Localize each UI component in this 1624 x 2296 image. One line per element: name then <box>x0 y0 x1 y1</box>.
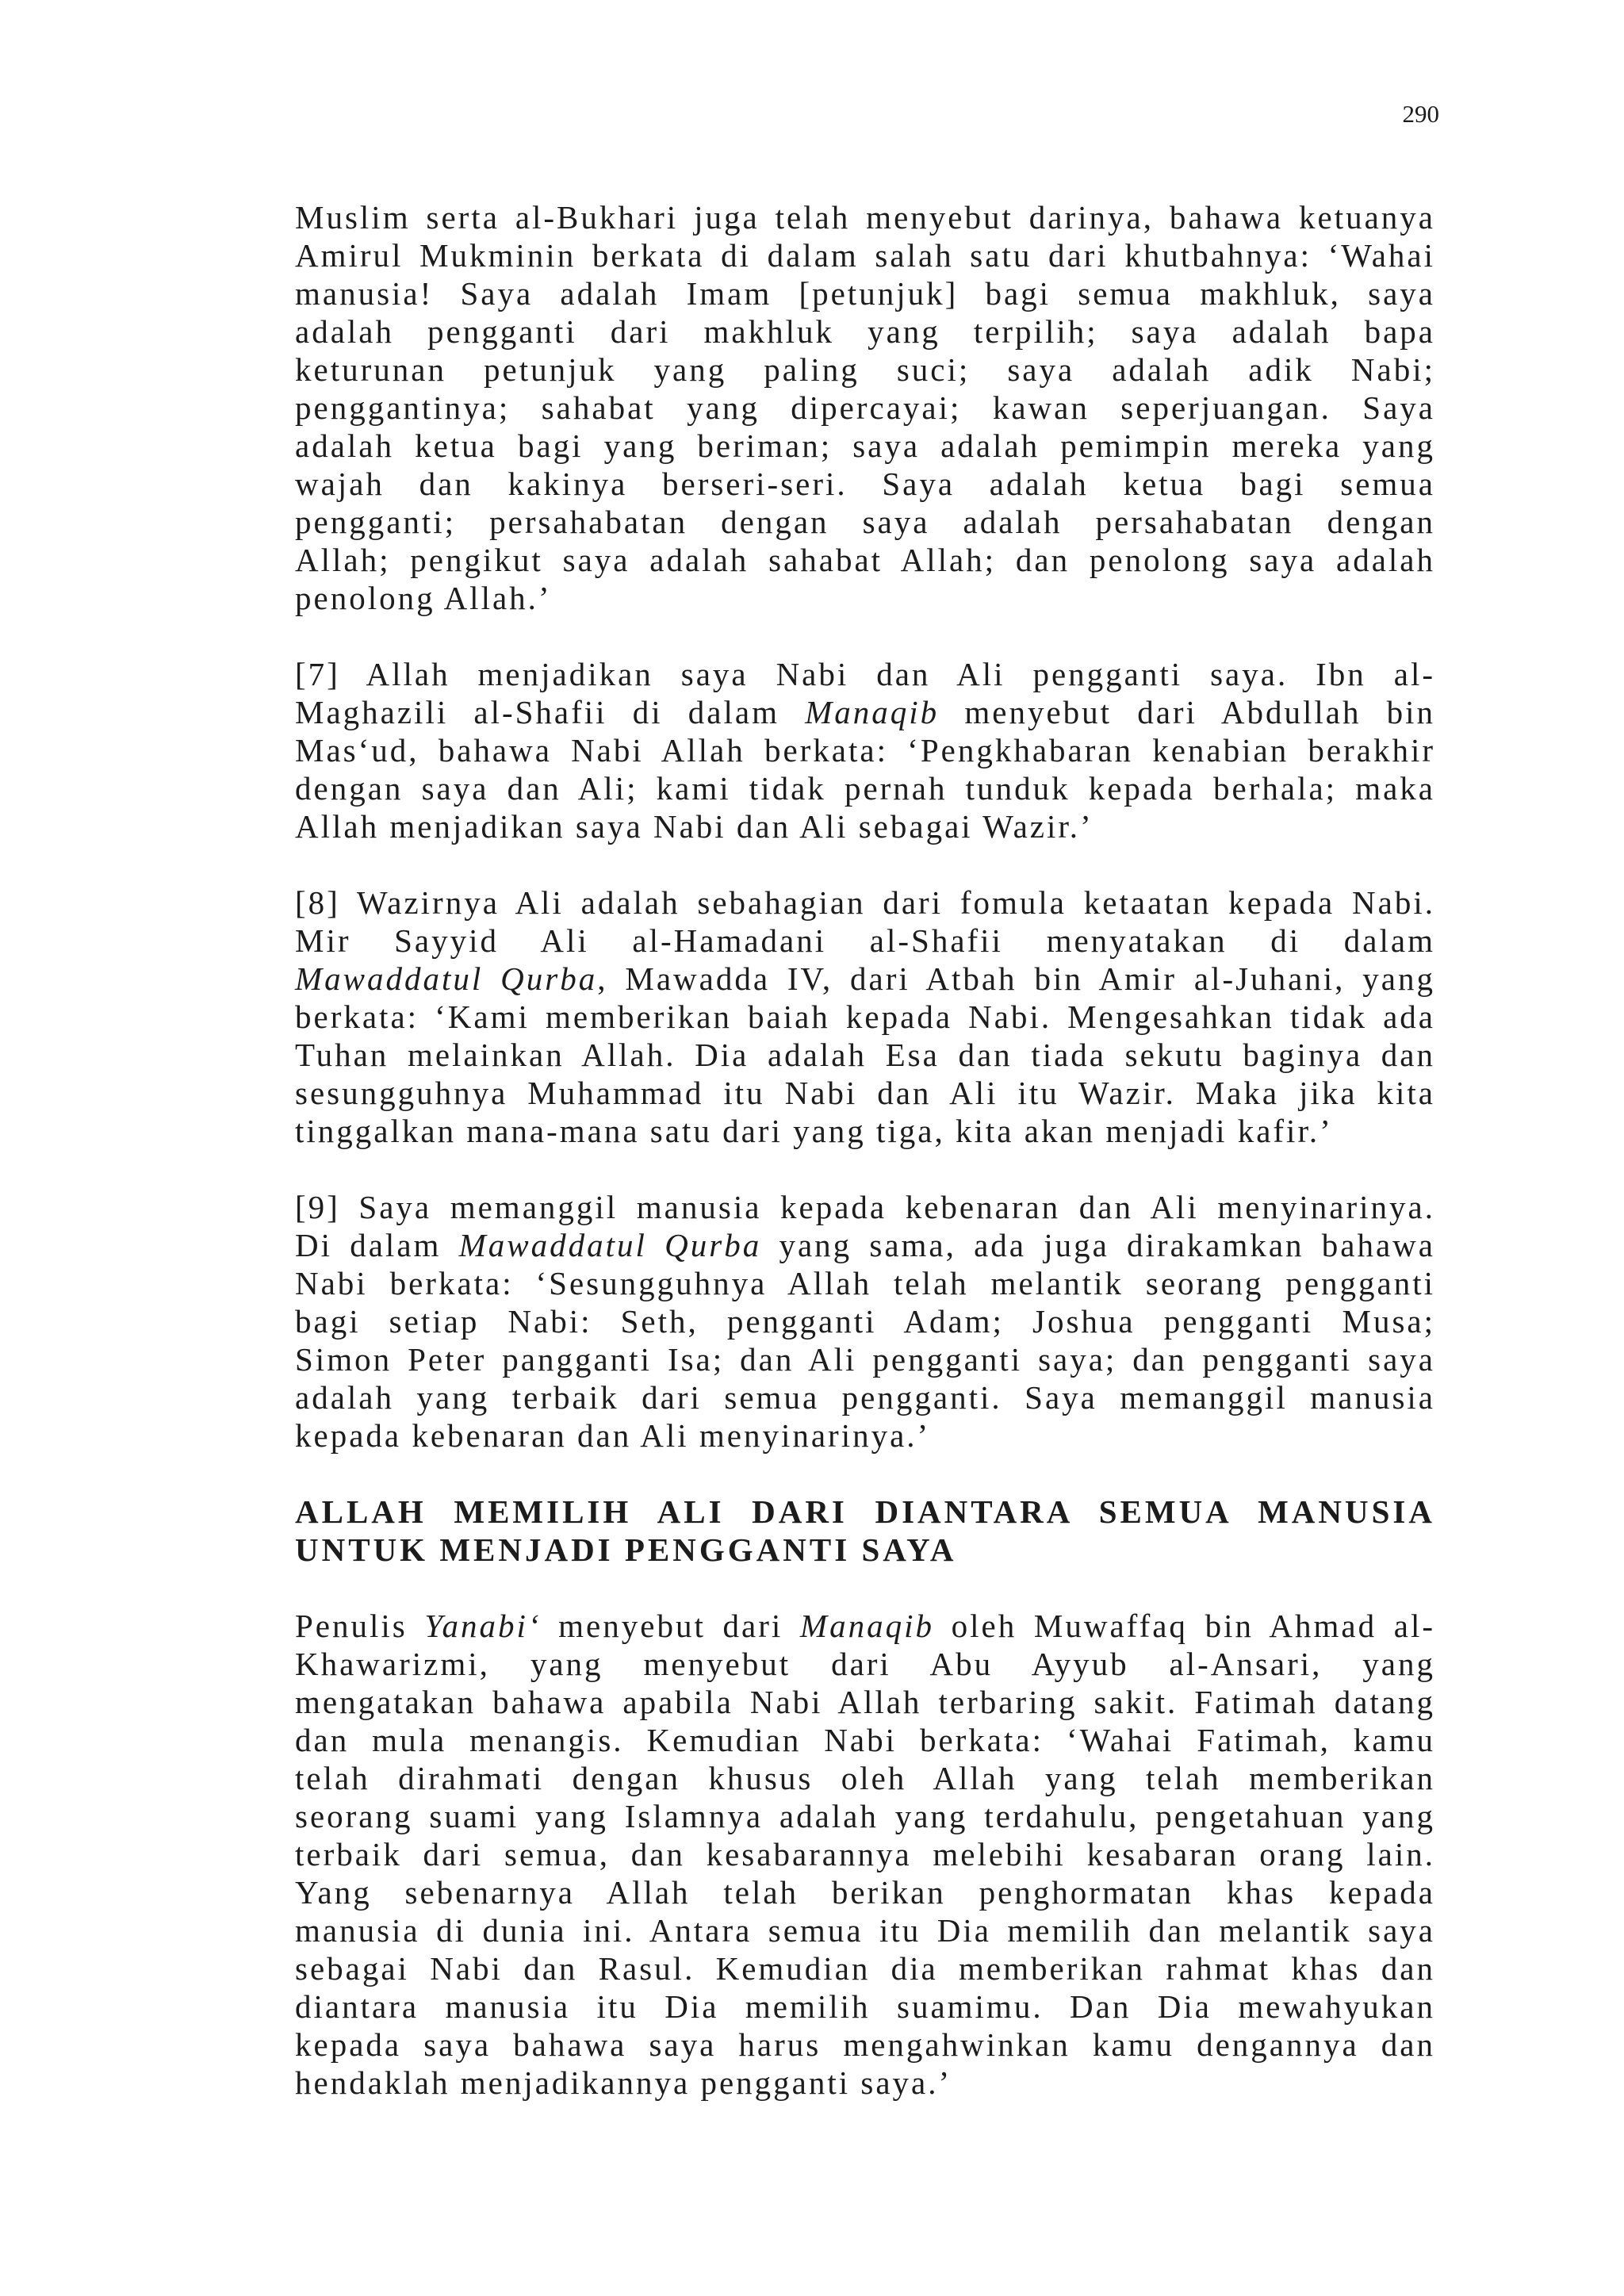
text-line: tinggalkan mana-mana satu dari yang tiga, kita akan menjadi kafir.’ <box>295 1113 1333 1149</box>
book-title: Mawaddatul Qurba <box>295 960 598 997</box>
text-line: Tuhan melainkan Allah. Dia adalah Esa dan tiada sekutu baginya dan <box>295 1037 1435 1073</box>
text-segment: , Mawadda IV, dari Atbah bin Amir al-Juhani, yang <box>597 960 1435 997</box>
text-line: kepada kebenaran dan Ali menyinarinya.’ <box>295 1417 931 1454</box>
text-line: Nabi berkata: ‘Sesungguhnya Allah telah melantik seorang pengganti <box>295 1265 1435 1301</box>
text-line: [9] Saya memanggil manusia kepada kebenaran dan Ali menyinarinya. <box>295 1189 1435 1225</box>
paragraph <box>295 1188 1435 1455</box>
page-body <box>295 198 1435 2140</box>
text-segment: oleh Muwaffaq bin Ahmad al- <box>933 1608 1435 1644</box>
text-segment: Maghazili al-Shafii di dalam <box>295 694 806 730</box>
paragraph <box>295 1607 1435 2102</box>
text-line: terbaik dari semua, dan kesabarannya melebihi kesabaran orang lain. <box>295 1836 1435 1872</box>
text-line: sesungguhnya Muhammad itu Nabi dan Ali itu Wazir. Maka jika kita <box>295 1075 1435 1111</box>
text-segment: Penulis <box>295 1608 425 1644</box>
text-line: penolong Allah.’ <box>295 580 552 616</box>
text-line: dengan saya dan Ali; kami tidak pernah tunduk kepada berhala; maka <box>295 770 1435 807</box>
text-line: penggantinya; sahabat yang dipercayai; kawan seperjuangan. Saya <box>295 389 1435 426</box>
paragraph <box>295 655 1435 845</box>
book-title: Mawaddatul Qurba <box>458 1227 762 1263</box>
text-line: Amirul Mukminin berkata di dalam salah satu dari khutbahnya: ‘Wahai <box>295 237 1435 274</box>
text-line: Mas‘ud, bahawa Nabi Allah berkata: ‘Pengkhabaran kenabian berakhir <box>295 732 1435 769</box>
text-line: manusia! Saya adalah Imam [petunjuk] bagi semua makhluk, saya <box>295 275 1435 312</box>
text-line: dan mula menangis. Kemudian Nabi berkata: ‘Wahai Fatimah, kamu <box>295 1722 1435 1758</box>
text-line: pengganti; persahabatan dengan saya adalah persahabatan dengan <box>295 504 1435 540</box>
text-line: sebagai Nabi dan Rasul. Kemudian dia memberikan rahmat khas dan <box>295 1950 1435 1987</box>
text-line: telah dirahmati dengan khusus oleh Allah yang telah memberikan <box>295 1760 1435 1796</box>
text-line: Allah menjadikan saya Nabi dan Ali sebagai Wazir.’ <box>295 808 1094 845</box>
text-line <box>295 1607 1435 1645</box>
text-line: Allah; pengikut saya adalah sahabat Allah; dan penolong saya adalah <box>295 542 1435 578</box>
text-segment: yang sama, ada juga dirakamkan bahawa <box>761 1227 1435 1263</box>
text-line: diantara manusia itu Dia memilih suamimu. Dan Dia mewahyukan <box>295 1988 1435 2025</box>
text-line: wajah dan kakinya berseri-seri. Saya adalah ketua bagi semua <box>295 466 1435 502</box>
text-line: adalah yang terbaik dari semua pengganti. Saya memanggil manusia <box>295 1379 1435 1416</box>
text-line: keturunan petunjuk yang paling suci; saya adalah adik Nabi; <box>295 351 1435 388</box>
heading-line: UNTUK MENJADI PENGGANTI SAYA <box>295 1531 957 1568</box>
text-line: Mir Sayyid Ali al-Hamadani al-Shafii menyatakan di dalam <box>295 922 1435 959</box>
text-segment: Di dalam <box>295 1227 459 1263</box>
text-line: kepada saya bahawa saya harus mengahwinkan kamu dengannya dan <box>295 2026 1435 2063</box>
text-line: [8] Wazirnya Ali adalah sebahagian dari fomula ketaatan kepada Nabi. <box>295 884 1435 921</box>
text-line: Muslim serta al-Bukhari juga telah menyebut darinya, bahawa ketuanya <box>295 199 1435 236</box>
section-heading <box>295 1493 1435 1569</box>
heading-line: ALLAH MEMILIH ALI DARI DIANTARA SEMUA MANUSIA <box>295 1493 1435 1530</box>
text-segment: menyebut dari <box>541 1608 800 1644</box>
text-line: adalah ketua bagi yang beriman; saya adalah pemimpin mereka yang <box>295 427 1435 464</box>
text-line: bagi setiap Nabi: Seth, pengganti Adam; Joshua pengganti Musa; <box>295 1303 1435 1340</box>
text-line <box>295 1226 1435 1264</box>
text-line: Simon Peter pangganti Isa; dan Ali pengganti saya; dan pengganti saya <box>295 1341 1435 1378</box>
paragraph <box>295 198 1435 617</box>
text-line: hendaklah menjadikannya pengganti saya.’ <box>295 2064 952 2101</box>
text-line: manusia di dunia ini. Antara semua itu Dia memilih dan melantik saya <box>295 1912 1435 1949</box>
book-title: Manaqib <box>805 694 940 730</box>
paragraph <box>295 884 1435 1150</box>
text-line: seorang suami yang Islamnya adalah yang terdahulu, pengetahuan yang <box>295 1798 1435 1834</box>
book-title: Manaqib <box>799 1608 934 1644</box>
page-number: 290 <box>1402 100 1439 128</box>
text-segment: menyebut dari Abdullah bin <box>939 694 1435 730</box>
book-title: Yanabi‘ <box>424 1608 542 1644</box>
text-line: Yang sebenarnya Allah telah berikan penghormatan khas kepada <box>295 1874 1435 1911</box>
text-line <box>295 960 1435 998</box>
text-line: berkata: ‘Kami memberikan baiah kepada Nabi. Mengesahkan tidak ada <box>295 999 1435 1035</box>
text-line: [7] Allah menjadikan saya Nabi dan Ali pengganti saya. Ibn al- <box>295 656 1435 692</box>
text-line: Khawarizmi, yang menyebut dari Abu Ayyub al-Ansari, yang <box>295 1646 1435 1682</box>
text-line: mengatakan bahawa apabila Nabi Allah terbaring sakit. Fatimah datang <box>295 1684 1435 1720</box>
text-line: adalah pengganti dari makhluk yang terpilih; saya adalah bapa <box>295 313 1435 350</box>
text-line <box>295 693 1435 731</box>
